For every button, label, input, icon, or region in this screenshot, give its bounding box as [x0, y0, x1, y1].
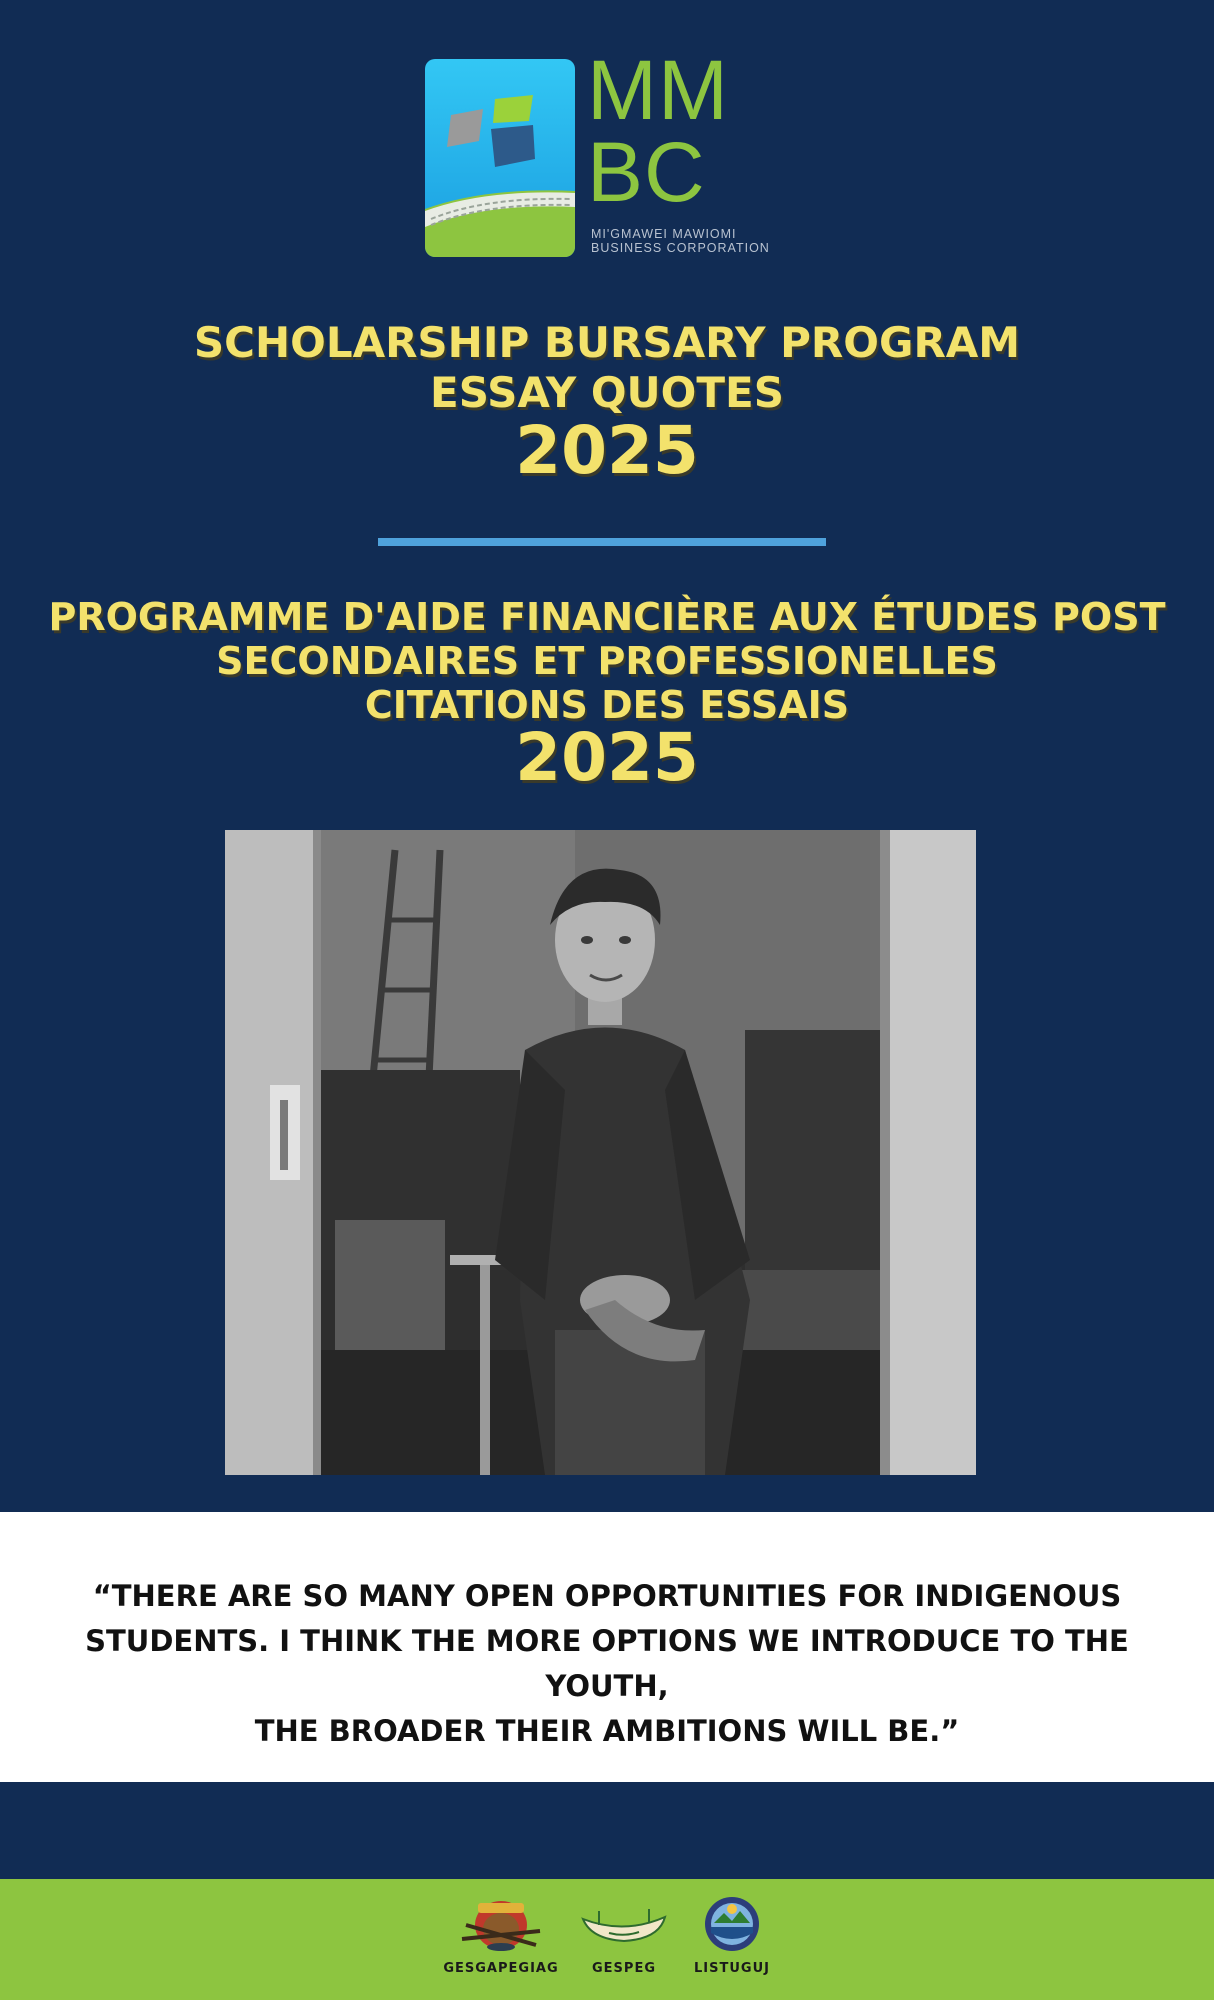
logo-subtitle-line1: MI'GMAWEI MAWIOMI [591, 227, 737, 241]
student-photo [225, 830, 976, 1475]
logo-subtitle [591, 227, 770, 255]
essay-quote [20, 1574, 1194, 1754]
heading-en-year: 2025 [515, 412, 699, 489]
nation-gespeg [574, 1895, 674, 1976]
logo-subtitle-line2: BUSINESS CORPORATION [591, 241, 770, 255]
heading-en-line2: ESSAY QUOTES [430, 368, 784, 417]
quote-section [0, 1512, 1214, 1782]
nation-label-gesgapegiag: GESGAPEGIAG [443, 1961, 559, 1976]
quote-line1: “THERE ARE SO MANY OPEN OPPORTUNITIES FOR INDIGENOUS [92, 1579, 1122, 1613]
nation-gesgapegiag [436, 1895, 566, 1976]
nation-listuguj [682, 1895, 782, 1976]
gespeg-canoe-icon [579, 1938, 669, 1957]
mmbc-logo [425, 43, 777, 259]
logo-mark-icon [425, 59, 575, 257]
quote-line2: STUDENTS. I THINK THE MORE OPTIONS WE INTRODUCE TO THE YOUTH, [85, 1624, 1129, 1703]
quote-line3: THE BROADER THEIR AMBITIONS WILL BE.” [254, 1714, 960, 1748]
gesgapegiag-emblem-icon [456, 1938, 546, 1957]
logo-wordmark [587, 43, 729, 219]
footer [0, 1879, 1214, 2000]
section-divider [378, 538, 826, 546]
logo-letters-top: MM [587, 43, 729, 137]
nation-label-gespeg: GESPEG [592, 1961, 656, 1976]
listuguj-seal-icon [702, 1938, 762, 1957]
heading-fr-line3: CITATIONS DES ESSAIS [364, 683, 850, 727]
heading-fr-line1: PROGRAMME D'AIDE FINANCIÈRE AUX ÉTUDES POST [48, 595, 1166, 639]
heading-en-line1: SCHOLARSHIP BURSARY PROGRAM [193, 318, 1021, 367]
heading-fr-line2: SECONDAIRES ET PROFESSIONELLES [216, 639, 998, 683]
logo-letters-bottom: BC [587, 125, 706, 219]
heading-fr-year: 2025 [515, 719, 699, 796]
nation-label-listuguj: LISTUGUJ [694, 1961, 770, 1976]
